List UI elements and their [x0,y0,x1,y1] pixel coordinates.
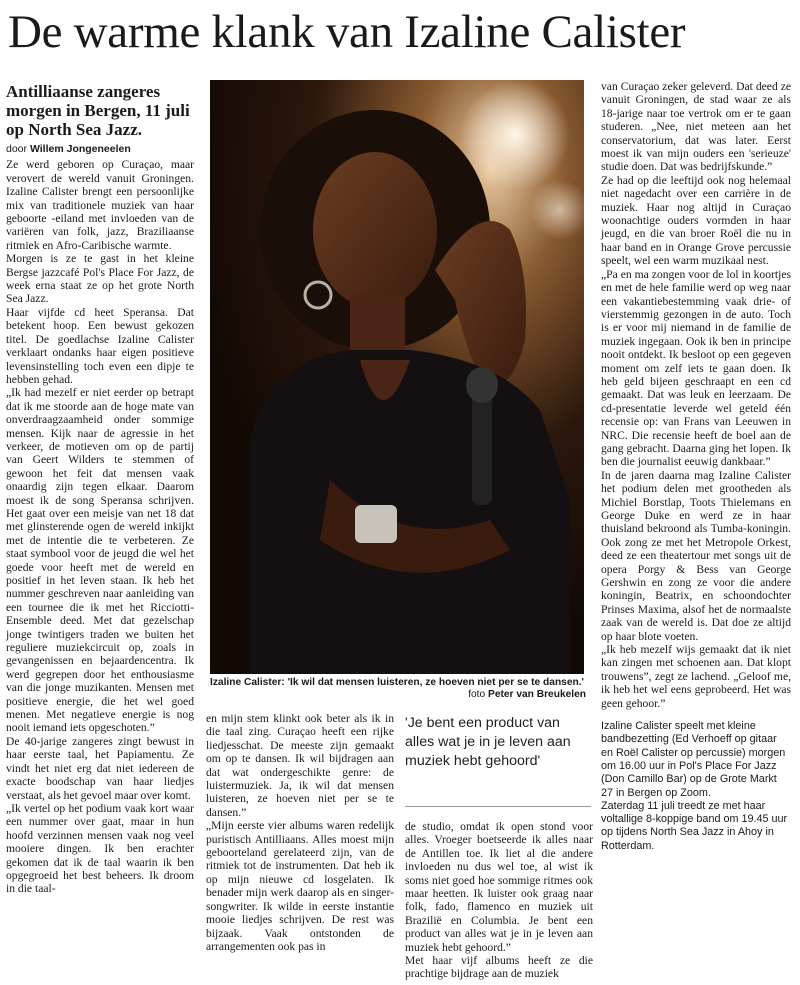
singer-photo [210,80,584,674]
body-paragraph: „Pa en ma zongen voor de lol in koortjes en met de hele familie werd op weg naar een vakantiebestemming vaak drie- of vierstemmig gezongen in de auto. Toch is er voor mij niemand in de familie de muziek ingegaan. Ook ik ben in principe nooit ontdekt. Ik besloot op een gegeven moment om zelf iets te gaan doen. Ik heb geld bijeen geschraapt en een cd gemaakt. Dat was leuk en leerzaam. De cd-presentatie leverde wel geteld één recensie op: van Frans van Leeuwen in NRC. Die recensie heeft de boel aan de gang gebracht. Daarna ging het lopen. Ik ben die journalist eeuwig dankbaar.” [601,267,791,469]
pull-quote: 'Je bent een product van alles wat je in je leven aan muziek hebt gehoord' [405,715,571,769]
headline: De warme klank van Izaline Calister [8,6,686,58]
body-paragraph: de studio, omdat ik open stond voor alles. Vroeger boetseerde ik alles naar de Antillen toe. Ik liet al die andere invloeden nu dus wel toe, al wist ik soms niet goed hoe sommige ritmes ook maar heetten. Ik luister ook graag naar folk, fado, flamenco en muziek uit Brazilië en Columbia. Je bent een product van alles wat je in je leven aan muziek hebt gehoord.” [405,820,593,954]
concert-info-box [601,720,791,853]
body-paragraph: en mijn stem klinkt ook beter als ik in die taal zing. Curaçao heeft een rijke liedjesschat. De meeste zijn gemaakt om op te dansen. Ik wil bijdragen aan dat wat ondergeschikte genre: de luistermuziek. Ja, ik wil dat mensen luisteren, ze hoeven niet per se te dansen.” [206,712,394,819]
credit-prefix: foto [468,689,486,700]
info-paragraph: Zaterdag 11 juli treedt ze met haar voltallige 8-koppige band om 19.45 uur op tijdens North Sea Jazz in Ahoy in Rotterdam. [601,799,788,852]
body-paragraph: „Ik heb mezelf wijs gemaakt dat ik niet kan zingen met schoenen aan. Dat klopt trouwens”, zegt ze lachend. „Geloof me, ik heb het wel eens geprobeerd. Het was geen gehoor.” [601,643,791,710]
body-paragraph: Ze had op die leeftijd ook nog helemaal niet nagedacht over een carrière in de muziek. Haar nog altijd in Curaçao woonachtige ouders vormden in haar jeugd, en die van broer Roël die nu in haar band en in Orange Grove percussie speelt, wel een warm muzikaal nest. [601,173,791,268]
body-paragraph: De 40-jarige zangeres zingt bewust in haar eerste taal, het Papiamentu. Ze vindt het niet erg dat niet iedereen de exacte boodschap van haar liedjes verstaat, als het gevoel maar over komt. [6,734,194,802]
info-paragraph: Izaline Calister speelt met kleine bandbezetting (Ed Verhoeff op gitaar en Roël Calister op percussie) morgen om 16.00 uur in Pol's Place For Jazz (Don Camillo Bar) op de Grote Markt 27 in Bergen op Zoom. [601,720,786,799]
pull-quote-rule [405,806,591,807]
byline-prefix: door [6,143,28,155]
byline [6,143,194,156]
body-paragraph: „Ik vertel op het podium vaak kort waar een nummer over gaat, maar in hun hoofd verzinnen mensen vaak nog veel mooiere dingen. Ik ben erachter gekomen dat ik de taal waarin ik ben opgegroeid het best beheers. Ik droom in die taal- [6,801,194,896]
article-column-4 [601,80,791,853]
photo-credit [210,689,590,701]
body-paragraph: Met haar vijf albums heeft ze die prachtige bijdrage aan de muziek [405,954,593,981]
body-paragraph: Ze werd geboren op Curaçao, maar verovert de wereld vanuit Groningen. Izaline Calister brengt een persoonlijke mix van traditionele muziek van haar geboorte -eiland met invloeden van de variëren van folk, jazz, Braziliaanse ritmiek en Afro-Caribische warmte. [6,158,194,252]
body-paragraph: „Ik had mezelf er niet eerder op betrapt dat ik me stoorde aan de hoge mate van onverdraagzaamheid onder sommige mensen. Kijk naar de agressie in het verkeer, de motieven om op de partij van Geert Wilders te stemmen of gewoon het feit dat mensen vaak onaardig zijn tegen elkaar. Daarom moest ik de song Speransa schrijven. Het gaat over een meisje van net 18 dat met glinsterende ogen de wereld inkijkt met de intentie die te verbeteren. Ze staat symbool voor de jeugd die wel het goede voor heeft met de wereld en positief in het leven staan. Ik heb het nummer geschreven naar aanleiding van een tournee die ik met het Ricciotti-Ensemble deed. Met dat gezelschap jonge twintigers traden we buiten het reguliere muziekcircuit op, zoals in gevangenissen en bejaardencentra. Ik werd gegrepen door het enthousiasme van die jonge muzikanten. Mensen met positieve energie, die het wel goed menen. Met negatieve energie is nog nooit iemand iets opgeschoten.” [6,386,194,735]
body-paragraph: van Curaçao zeker geleverd. Dat deed ze vanuit Groningen, de stad waar ze als 18-jarige naar toe vertrok om er te gaan studeren. „Nee, niet meteen aan het conservatorium, dat was later. Eerst moest ik van mijn ouders een 'serieuze' studie doen. Dat was bedrijfskunde.” [601,80,791,174]
credit-name: Peter van Breukelen [488,689,586,700]
deck-subheading: Antilliaanse zangeres morgen in Bergen, 11 juli op North Sea Jazz. [6,82,190,139]
byline-author: Willem Jongeneelen [29,143,131,155]
body-paragraph: „Mijn eerste vier albums waren redelijk puristisch Antilliaans. Alles moest mijn geboorteland gerelateerd zijn, van de ritmiek tot de instrumenten. Dat heb ik op mijn nieuwe cd losgelaten. Ik benader mijn werk daarop als en singer-songwriter. Ik wilde in eerste instantie mooie liedjes schrijven. De rest was bijzaak. Vaak ontstonden de arrangementen ook pas in [206,819,394,953]
article-column-3 [405,820,593,981]
article-column-1 [6,82,194,896]
body-paragraph: Morgen is ze te gast in het kleine Bergse jazzcafé Pol's Place For Jazz, de week erna staat ze op het grote North Sea Jazz. [6,252,194,306]
body-paragraph: Haar vijfde cd heet Speransa. Dat betekent hoop. Een bewust gekozen titel. De goedlachse Izaline Calister verklaart ondanks haar eigen positieve levensinstelling toch even een dipje te hebben gehad. [6,305,194,386]
article-column-2 [206,712,394,953]
body-paragraph: In de jaren daarna mag Izaline Calister het podium delen met grootheden als Michiel Borstlap, Toots Thielemans en George Duke en werd ze in haar thuisland bekroond als Tumba-koningin. Ook zong ze met het Metropole Orkest, deed ze een theatertour met songs uit de opera Porgy & Bess van George Gershwin en zong ze voor die andere koningin, Beatrix, en schoondochter Prinses Maxima, alsof het de normaalste zaak van de wereld is. Dat doe ze altijd op haar blote voeten. [601,468,791,643]
photo-caption [210,677,590,701]
caption-text: Izaline Calister: 'Ik wil dat mensen luisteren, ze hoeven niet per se te dansen.' [210,677,584,688]
